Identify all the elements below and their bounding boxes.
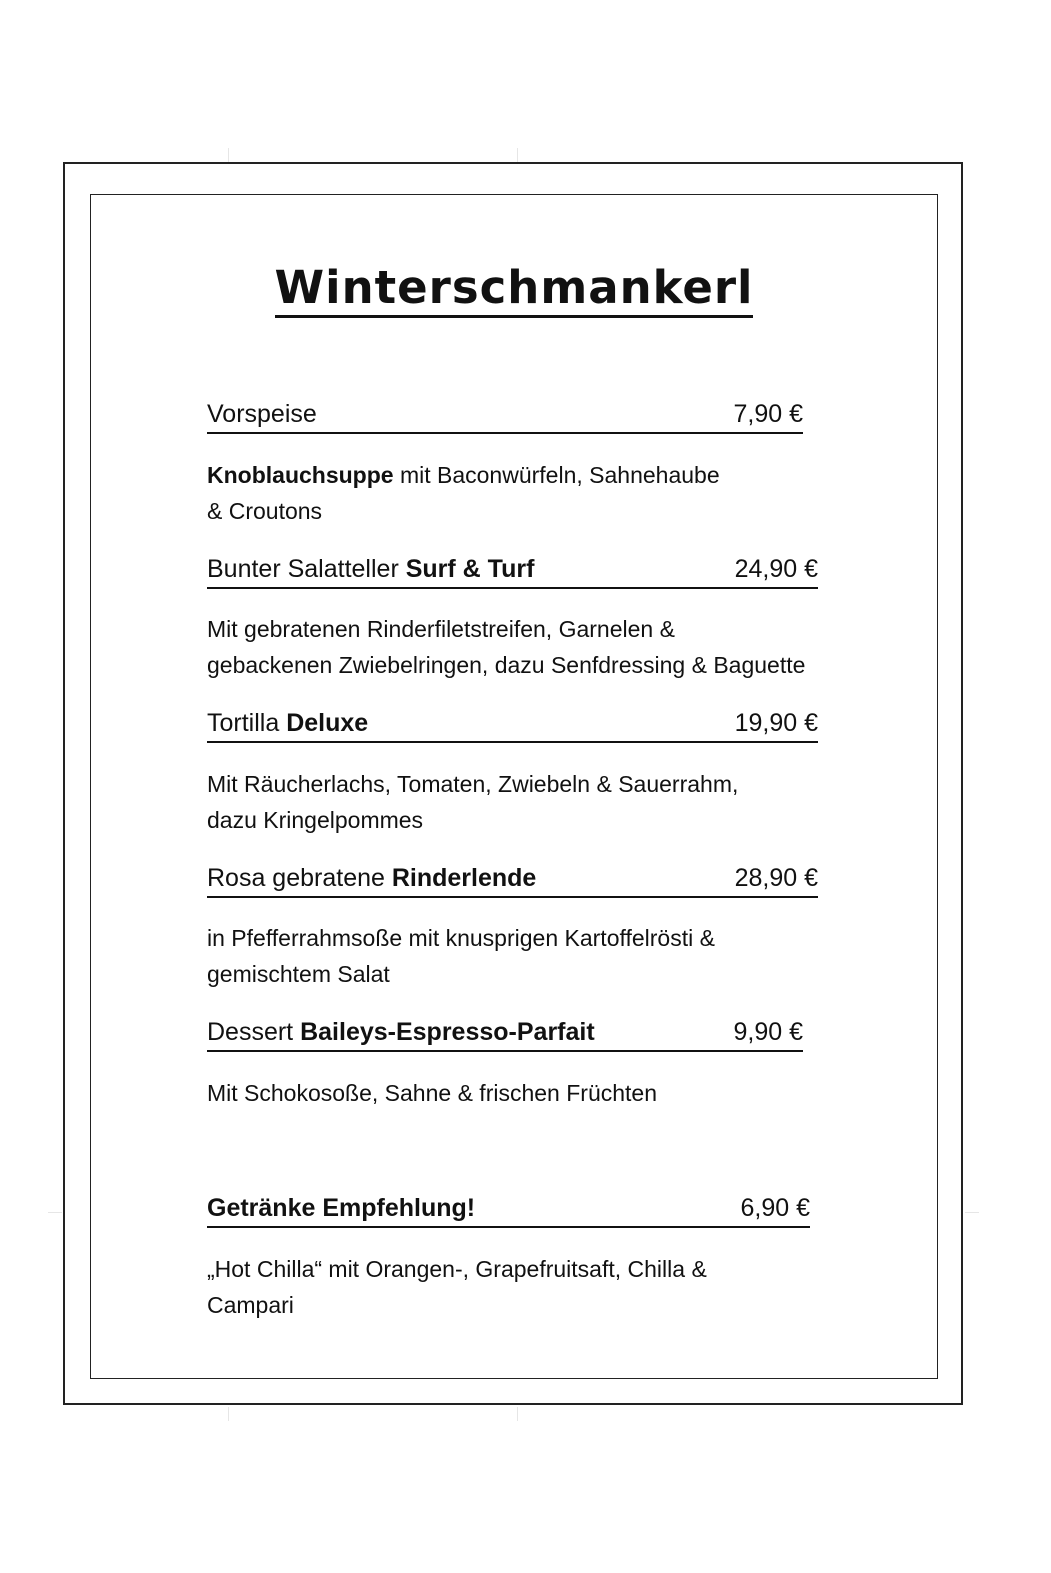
item-description: Mit gebratenen Rinderfiletstreifen, Garnelen & gebackenen Zwiebelringen, dazu Senfdressing & Baguette <box>207 616 806 678</box>
item-description: Mit Räucherlachs, Tomaten, Zwiebeln & Sauerrahm, dazu Kringelpommes <box>207 771 739 833</box>
menu-item-heading <box>207 707 818 743</box>
guide-mark <box>228 1407 229 1421</box>
drink-price: 6,90 € <box>740 1194 810 1222</box>
guide-mark <box>965 1212 979 1213</box>
menu-item-heading <box>207 862 818 898</box>
drink-name: Getränke Empfehlung! <box>207 1194 476 1222</box>
item-price: 24,90 € <box>734 555 818 583</box>
item-price: 9,90 € <box>733 1018 803 1046</box>
item-description: Knoblauchsuppe mit Baconwürfeln, Sahnehaube & Croutons <box>207 462 720 524</box>
item-name: Dessert Baileys-Espresso-Parfait <box>207 1018 595 1046</box>
menu-item-heading <box>207 1016 803 1052</box>
menu-item-heading <box>207 398 803 434</box>
guide-mark <box>228 148 229 162</box>
item-name: Bunter Salatteller Surf & Turf <box>207 555 535 583</box>
menu-title: Winterschmankerl <box>0 258 1028 318</box>
guide-mark <box>517 148 518 162</box>
item-description: in Pfefferrahmsoße mit knusprigen Kartoffelrösti & gemischtem Salat <box>207 925 715 987</box>
guide-mark <box>48 1212 62 1213</box>
item-name: Rosa gebratene Rinderlende <box>207 864 537 892</box>
drink-recommendation-heading <box>207 1192 810 1228</box>
item-price: 7,90 € <box>733 400 803 428</box>
item-price: 28,90 € <box>734 864 818 892</box>
item-name: Tortilla Deluxe <box>207 709 369 737</box>
item-price: 19,90 € <box>734 709 818 737</box>
drink-description: „Hot Chilla“ mit Orangen-, Grapefruitsaft, Chilla & Campari <box>207 1256 707 1318</box>
guide-mark <box>517 1407 518 1421</box>
item-description: Mit Schokosoße, Sahne & frischen Früchten <box>207 1080 657 1106</box>
item-name: Vorspeise <box>207 400 317 428</box>
menu-item-heading <box>207 553 818 589</box>
